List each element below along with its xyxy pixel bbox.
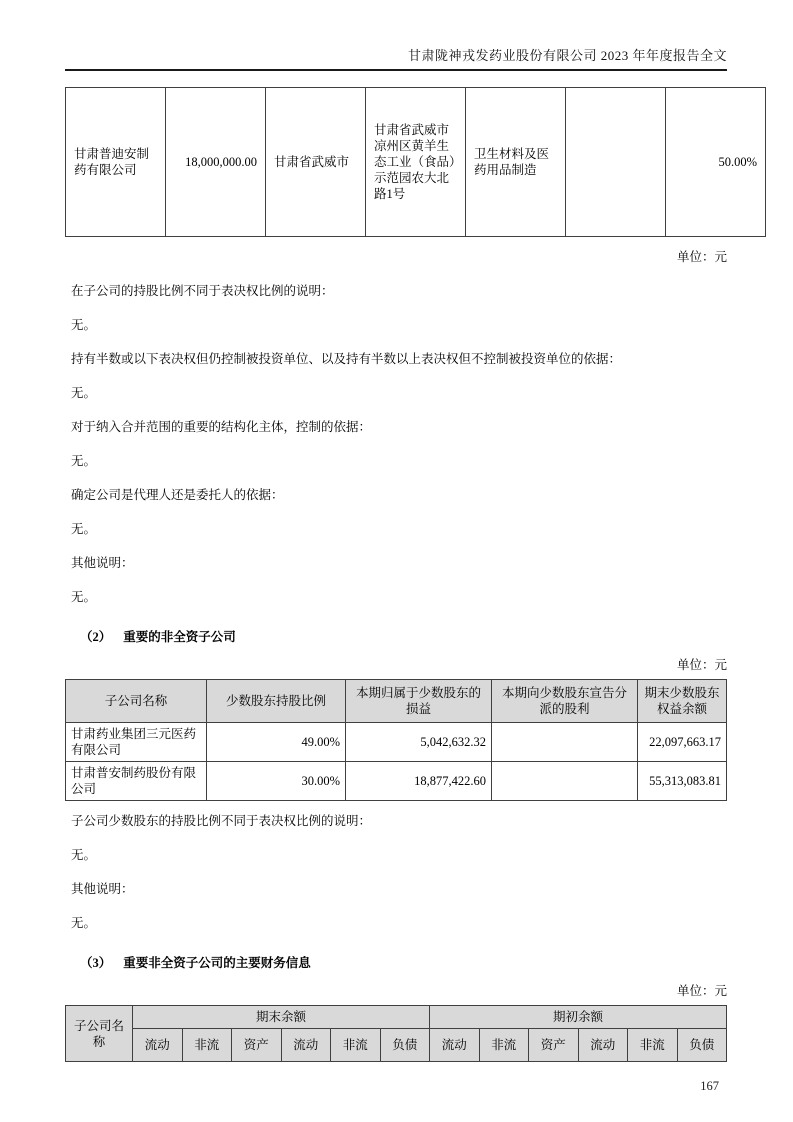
sub-header-noncurrent: 非流: [628, 1029, 678, 1062]
section-title: 重要的非全资子公司: [123, 630, 236, 644]
page-number: 167: [700, 1079, 719, 1093]
col-header-minority-dividend: 本期向少数股东宣告分派的股利: [492, 680, 638, 723]
minority-subsidiaries-table: [65, 679, 727, 801]
statement-answer: 无。: [71, 590, 97, 604]
col-header-subsidiary-name: 子公司名称: [66, 680, 207, 723]
cell-subsidiary-name: 甘肃药业集团三元医药有限公司: [66, 723, 207, 762]
group-header-beginning-balance: 期初余额: [430, 1006, 727, 1029]
cell-blank: [566, 88, 666, 237]
table-group-header-row: [66, 1006, 727, 1029]
header-divider: [65, 69, 727, 71]
statement-text: 对于纳入合并范围的重要的结构化主体，控制的依据：: [71, 420, 372, 434]
report-header-title: 甘肃陇神戎发药业股份有限公司 2023 年年度报告全文: [407, 48, 727, 63]
sub-header-current: 流动: [133, 1029, 183, 1062]
table-header-row: [66, 680, 727, 723]
cell-minority-profit: 5,042,632.32: [346, 723, 492, 762]
statement-answer: 无。: [71, 848, 97, 862]
sub-header-noncurrent: 非流: [479, 1029, 529, 1062]
cell-company-name: 甘肃普迪安制药有限公司: [66, 88, 166, 237]
table-row: [66, 88, 766, 237]
section-heading-3: [80, 955, 727, 971]
section-title: 重要非全资子公司的主要财务信息: [123, 956, 311, 970]
sub-header-liabilities: 负债: [380, 1029, 430, 1062]
cell-minority-equity: 22,097,663.17: [638, 723, 727, 762]
unit-label: 单位：元: [676, 250, 727, 264]
financial-info-table: [65, 1005, 727, 1062]
cell-minority-equity: 55,313,083.81: [638, 762, 727, 801]
statement-answer: 无。: [71, 916, 97, 930]
sub-header-assets: 资产: [232, 1029, 282, 1062]
unit-label: 单位：元: [676, 984, 727, 998]
statement-text: 持有半数或以下表决权但仍控制被投资单位、以及持有半数以上表决权但不控制被投资单位的依据：: [71, 352, 622, 366]
sub-header-noncurrent: 非流: [182, 1029, 232, 1062]
table-row: [66, 762, 727, 801]
cell-registered-capital: 18,000,000.00: [166, 88, 266, 237]
sub-header-current: 流动: [578, 1029, 628, 1062]
col-header-minority-equity: 期末少数股东权益余额: [638, 680, 727, 723]
cell-business-nature: 卫生材料及医药用品制造: [466, 88, 566, 237]
cell-business-address: 甘肃省武威市凉州区黄羊生态工业（食品）示范园农大北路1号: [366, 88, 466, 237]
sub-header-noncurrent: 非流: [331, 1029, 381, 1062]
subsidiary-detail-table: [65, 87, 766, 237]
sub-header-current: 流动: [281, 1029, 331, 1062]
cell-minority-ratio: 30.00%: [207, 762, 346, 801]
cell-minority-dividend: [492, 762, 638, 801]
statement-text: 在子公司的持股比例不同于表决权比例的说明：: [71, 284, 334, 298]
statement-text: 其他说明：: [71, 556, 134, 570]
statement-answer: 无。: [71, 318, 97, 332]
cell-registration-place: 甘肃省武威市: [266, 88, 366, 237]
statement-text: 其他说明：: [71, 882, 134, 896]
sub-header-assets: 资产: [529, 1029, 579, 1062]
unit-label: 单位：元: [676, 658, 727, 672]
statement-answer: 无。: [71, 454, 97, 468]
cell-shareholding-ratio: 50.00%: [666, 88, 766, 237]
table-sub-header-row: [66, 1029, 727, 1062]
section-number: （2）: [80, 630, 112, 644]
statement-answer: 无。: [71, 522, 97, 536]
table-row: [66, 723, 727, 762]
statement-text: 确定公司是代理人还是委托人的依据：: [71, 488, 284, 502]
col-header-minority-ratio: 少数股东持股比例: [207, 680, 346, 723]
cell-minority-dividend: [492, 723, 638, 762]
section-number: （3）: [80, 956, 112, 970]
cell-minority-ratio: 49.00%: [207, 723, 346, 762]
group-header-ending-balance: 期末余额: [133, 1006, 430, 1029]
cell-minority-profit: 18,877,422.60: [346, 762, 492, 801]
col-header-minority-profit: 本期归属于少数股东的损益: [346, 680, 492, 723]
statement-text: 子公司少数股东的持股比例不同于表决权比例的说明：: [71, 814, 372, 828]
col-header-subsidiary-name: 子公司名称: [66, 1006, 133, 1062]
sub-header-liabilities: 负债: [677, 1029, 727, 1062]
sub-header-current: 流动: [430, 1029, 480, 1062]
statement-answer: 无。: [71, 386, 97, 400]
cell-subsidiary-name: 甘肃普安制药股份有限公司: [66, 762, 207, 801]
section-heading-2: [80, 629, 727, 645]
